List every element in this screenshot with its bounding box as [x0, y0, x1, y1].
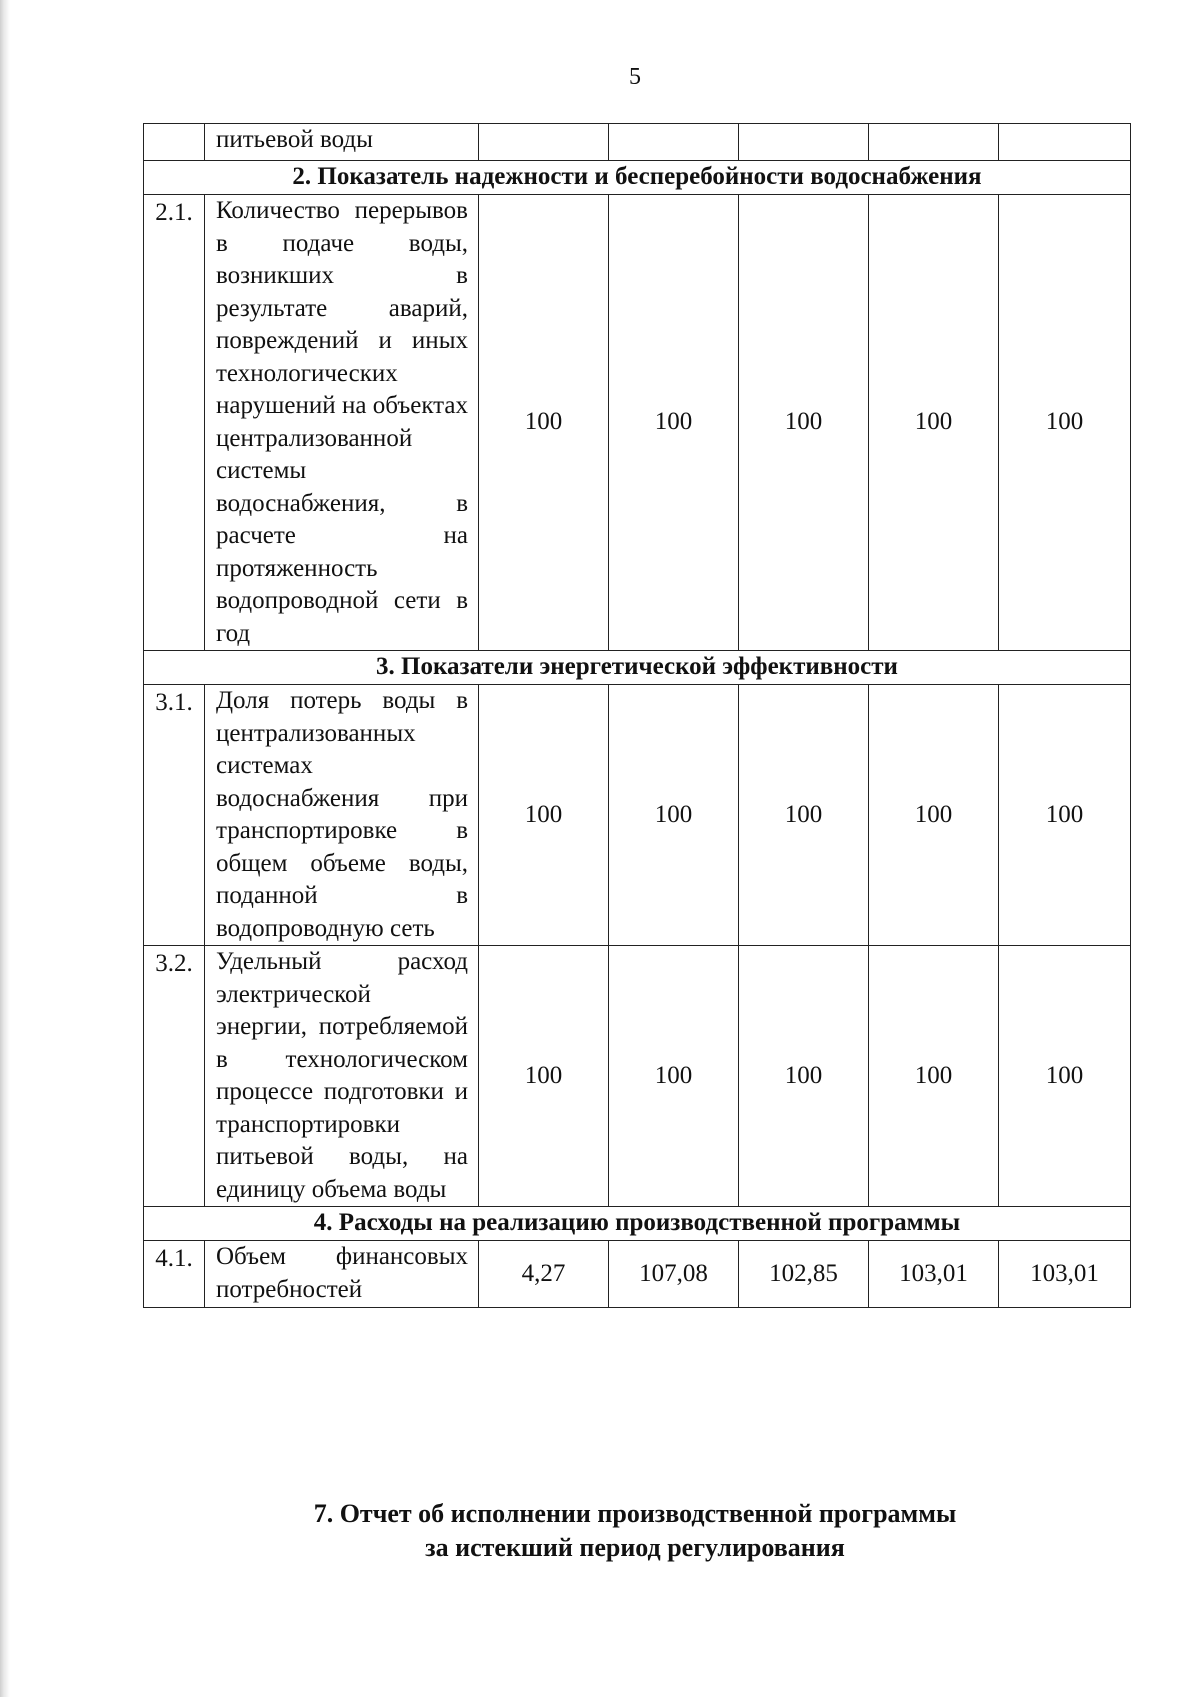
section-header-row: [144, 651, 1131, 685]
indicator-name-text: Удельный расход электрической энергии, потребляемой в технологическом процессе подготовки и транспортировки питьевой воды, на единицу объема воды: [216, 948, 468, 1203]
value-cell: 100: [999, 946, 1131, 1207]
value-cell: [479, 124, 609, 161]
value-cell: 100: [869, 195, 999, 651]
value-cell: [739, 124, 869, 161]
section-heading-line: 7. Отчет об исполнении производственной программы: [313, 1499, 957, 1528]
row-number: 4.1.: [144, 1241, 205, 1308]
indicator-name: [205, 946, 479, 1207]
value-cell: 100: [999, 685, 1131, 946]
value-cell: 100: [609, 946, 739, 1207]
page-number: 5: [629, 64, 641, 90]
indicators-table: [143, 123, 1131, 1308]
table-row: [144, 124, 1131, 161]
value-cell: [609, 124, 739, 161]
value-cell: 107,08: [609, 1241, 739, 1308]
value-cell: 103,01: [999, 1241, 1131, 1308]
row-number: [144, 124, 205, 161]
indicator-name-text: Доля потерь воды в централизованных системах водоснабжения при транспортировке в общем объеме воды, поданной в водопроводную сеть: [216, 687, 468, 942]
value-cell: [999, 124, 1131, 161]
section-title: 3. Показатели энергетической эффективности: [144, 651, 1131, 685]
value-cell: 100: [999, 195, 1131, 651]
value-cell: 100: [869, 946, 999, 1207]
row-number: 3.2.: [144, 946, 205, 1207]
indicator-name: [205, 195, 479, 651]
indicator-name: [205, 685, 479, 946]
value-cell: 100: [609, 685, 739, 946]
section-title: 4. Расходы на реализацию производственной программы: [144, 1207, 1131, 1241]
row-number: 2.1.: [144, 195, 205, 651]
value-cell: 100: [739, 195, 869, 651]
section-heading-line: за истекший период регулирования: [425, 1533, 845, 1562]
value-cell: 103,01: [869, 1241, 999, 1308]
value-cell: 4,27: [479, 1241, 609, 1308]
indicator-name-text: Объем финансовых потребностей: [216, 1243, 468, 1303]
row-number: 3.1.: [144, 685, 205, 946]
scan-edge: [0, 0, 10, 1697]
table-row: [144, 685, 1131, 946]
indicator-name-text: Количество перерывов в подаче воды, возникших в результате аварий, повреждений и иных технологических нарушений на объектах централизованной системы водоснабжения, в расчете на протяженность водопроводной сети в год: [216, 197, 468, 647]
table-row: [144, 1241, 1131, 1308]
section-header-row: [144, 1207, 1131, 1241]
section-header-row: [144, 161, 1131, 195]
value-cell: 100: [479, 685, 609, 946]
value-cell: 100: [609, 195, 739, 651]
value-cell: 102,85: [739, 1241, 869, 1308]
section-title: 2. Показатель надежности и бесперебойности водоснабжения: [144, 161, 1131, 195]
indicator-name: питьевой воды: [205, 124, 479, 161]
section-heading: [0, 1497, 1200, 1565]
value-cell: 100: [479, 195, 609, 651]
indicator-name: [205, 1241, 479, 1308]
value-cell: 100: [739, 946, 869, 1207]
value-cell: 100: [739, 685, 869, 946]
value-cell: 100: [479, 946, 609, 1207]
value-cell: [869, 124, 999, 161]
table-row: [144, 946, 1131, 1207]
value-cell: 100: [869, 685, 999, 946]
table-row: [144, 195, 1131, 651]
